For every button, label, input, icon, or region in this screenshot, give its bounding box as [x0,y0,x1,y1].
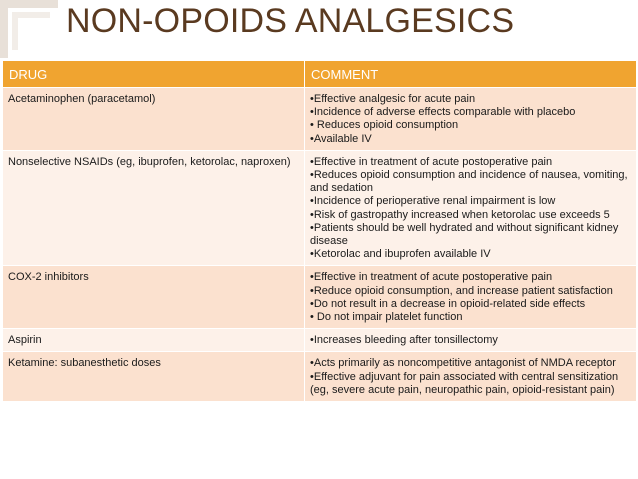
comment-line: •Effective adjuvant for pain associated with central sensitization (eg, severe acute pain, neuropathic pain, opioid-resistant pain) [310,370,619,396]
comment-line: •Effective in treatment of acute postoperative pain [310,271,553,284]
comment-cell [305,266,637,329]
table-body [3,88,637,402]
table-row [3,88,637,151]
table-row [3,266,637,329]
corner-decoration [0,0,58,58]
comment-cell [305,329,637,352]
comment-cell [305,352,637,402]
drug-cell: Acetaminophen (paracetamol) [3,88,305,151]
comment-line: • Do not impair platelet function [310,311,463,324]
comment-line: •Reduce opioid consumption, and increase patient satisfaction [310,284,613,297]
header-drug: DRUG [3,61,305,88]
comment-line: •Incidence of perioperative renal impairment is low [310,195,556,208]
analgesics-table [2,60,637,402]
table-row [3,352,637,402]
table-row [3,329,637,352]
drug-cell: Ketamine: subanesthetic doses [3,352,305,402]
page-title: NON-OPOIDS ANALGESICS [66,2,515,40]
table-header-row [3,61,637,88]
comment-line: •Ketorolac and ibuprofen available IV [310,248,491,261]
comment-line: •Do not result in a decrease in opioid-related side effects [310,297,586,310]
comment-line: • Reduces opioid consumption [310,119,459,132]
comment-line: •Risk of gastropathy increased when ketorolac use exceeds 5 [310,208,610,221]
drug-cell: Aspirin [3,329,305,352]
drug-cell: COX-2 inhibitors [3,266,305,329]
drug-cell: Nonselective NSAIDs (eg, ibuprofen, ketorolac, naproxen) [3,150,305,266]
comment-line: •Effective in treatment of acute postoperative pain [310,155,553,168]
comment-line: •Reduces opioid consumption and incidence of nausea, vomiting, and sedation [310,169,628,195]
comment-cell [305,88,637,151]
comment-line: •Incidence of adverse effects comparable with placebo [310,106,576,119]
comment-line: •Available IV [310,132,372,145]
comment-line: •Increases bleeding after tonsillectomy [310,334,498,347]
comment-line: •Patients should be well hydrated and without significant kidney disease [310,221,619,248]
table-row [3,150,637,266]
comment-line: •Acts primarily as noncompetitive antagonist of NMDA receptor [310,357,616,370]
comment-line: •Effective analgesic for acute pain [310,93,476,105]
comment-cell [305,150,637,266]
header-comment: COMMENT [305,61,637,88]
